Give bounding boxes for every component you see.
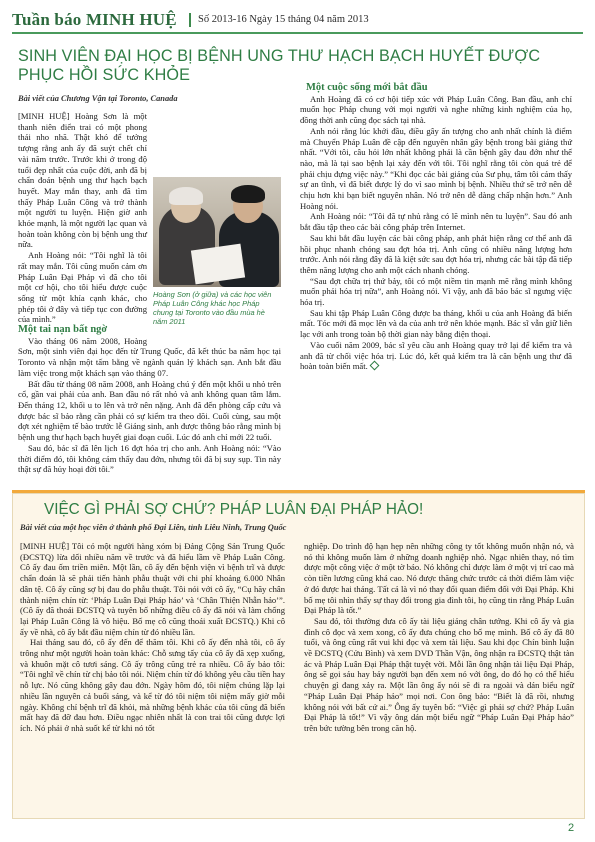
article2-right-column (304, 541, 574, 734)
paragraph: Hai tháng sau đó, cô ấy đến để thăm tôi. Khi cô ấy đến nhà tôi, cô ấy trông như một người hoàn toàn khác: Chỗ sưng tấy của cô ấy đã xẹp xuống, và khuôn mặt cô tươi sáng. Cô ấy trông cũng trẻ ra nhiều. Cô ấy bảo tôi: “Tôi nghĩ về chín từ chị bảo tôi nói. Niệm chín từ đó không yêu cầu tiền hay nỗ lực. Nó cũng không gây đau đớn. Ngày hôm đó, tôi niệm chúng lặp lại nhiều lần nguyên cả buổi sáng, và kể từ đó tôi niệm tôi niệm mấy giờ mỗi ngày. Không chỉ bệnh trĩ đã khỏi, mà những bệnh khác của tôi cũng đã biến mất hay đã đỡ đau hơn. Điều ngạc nhiên nhất là con trai tôi cũng được lợi ích. Nó phải ở nhà suốt kể từ khi nó tốt (20, 637, 285, 733)
paragraph: Sau khi bắt đầu luyện các bài công pháp, anh phát hiện rằng cơ thể anh đã hồi phục nhanh chóng sau đợt hóa trị. Anh cũng có nhiều năng lượng hơn trước. Anh nói rằng đây đã là kiệt sức sau đợt hóa trị, nhưng các bài tập đã tiếp thêm năng lượng cho anh một cách nhanh chóng. (300, 232, 572, 275)
subheading-right: Một cuộc sống mới bắt đầu (306, 82, 428, 93)
paragraph: Anh Hoàng nói: “Tôi nghĩ là tôi rất may mắn. Tôi cũng muốn cảm ơn Pháp Luân Đại Pháp vì đã cho tôi một cơ hội, cho tôi hiểu được cuộc sống từ một khía cạnh khác, cho phép tôi ở đây và tiếp tục con đường của mình.” (18, 250, 147, 325)
subheading-left: Một tai nạn bất ngờ (18, 324, 108, 336)
paragraph: Bất đầu từ tháng 08 năm 2008, anh Hoàng chú ý đến một khối u nhỏ trên cổ, gần vai phải của anh. Ban đầu nó rất nhỏ và anh không quan tâm lắm. Đến tháng 12, khối u to lên và trở nên nặng. Anh đã đến phòng cấp cứu và được bác sĩ bảo rằng cần phải có sự kiểm tra theo dõi. Cuối cùng, sau một đợt xét nghiệm tế bào trước lễ Giáng sinh, anh được thông báo rằng mình bị bệnh ung thư hạch bạch huyết giai đoạn cuối. Lúc đó anh chỉ mới 22 tuổi. (18, 378, 281, 443)
header-separator (189, 13, 191, 27)
paragraph: Sau đó, tôi thường đưa cô ấy tài liệu giảng chân tướng. Khi cô ấy và gia đình cô đọc và xem xong, cô ấy đưa chúng cho bố mẹ mình. Bố cô ấy đã 80 tuổi, và ông cũng rất vui khi đọc và xem tài liệu. Sau khi đọc Chín bình luận về ĐCSTQ (Cửu Bình) và xem DVD Thần Vận, ông nhận ra ĐCSTQ thật tàn ác và Pháp Luân Đại Pháp thật tuyệt vời. Mỗi lần ông nhận tài liệu Đại Pháp, ông sẽ gọi sáu hay bảy người bạn đến xem nó với ông, do đó họ có thể hiểu chuyện gì đang xảy ra. Một lần ông ấy nói sẽ đi ra ngoài và dán biểu ngữ “Pháp Luân Đại Pháp hảo” mọi nơi. Con ông bảo: “Biết là đã rồi, nhưng không nói với bất cứ ai.” Ông ấy tuyên bố: “Việc gì phải sợ chứ? Pháp Luân Đại Pháp là tốt!” Vì vậy ông dán một biểu ngữ “Pháp Luân Đại Pháp hảo” trên bức tường bên trong căn hộ. (304, 615, 574, 733)
article1-photo-figure (153, 177, 281, 335)
paragraph: Anh Hoàng đã có cơ hội tiếp xúc với Pháp Luân Công. Ban đầu, anh chỉ muốn học Pháp chung với mọi người và nghe những kinh nghiệm của họ, đồng thời anh cũng đọc sách tại nhà. (300, 93, 572, 126)
page-header (12, 10, 583, 32)
photo-caption: Hoàng Sơn (ở giữa) và các học viên Pháp Luân Công khác học Pháp chung tại Toronto vào đầu mùa hè năm 2011 (153, 290, 272, 326)
article2-title: VIỆC GÌ PHẢI SỢ CHỨ? PHÁP LUÂN ĐẠI PHÁP HẢO! (44, 501, 424, 518)
article1-title: SINH VIÊN ĐẠI HỌC BỊ BỆNH UNG THƯ HẠCH BẠCH HUYẾT ĐƯỢC PHỤC HỒI SỨC KHỎE (18, 47, 541, 84)
paragraph: “Sau đợt chữa trị thứ bảy, tôi có một niềm tin mạnh mẽ rằng mình không muốn phải hóa trị nữa”, anh Hoàng nói. Vì vậy, anh đã bảo bác sĩ ngưng việc hóa trị. (300, 275, 572, 308)
header-rule (12, 32, 583, 34)
paragraph: Anh nói rằng lúc khởi đầu, điều gây ấn tượng cho anh nhất chính là điểm mà Chuyển Pháp Luân đề cập đến nguyên nhân gây bệnh trong bài giảng thứ nhất. “Với tôi, câu hỏi lớn nhất không phải là cần bệnh gây đau đớn như thế nào, mà là tại sao bệnh lại xảy đến với tôi. Tôi nghĩ rằng tôi còn quá trẻ để phải chịu đựng việc này.” “Khi đọc các bài giảng của Sư phụ, tâm tôi cảm thấy sự an tĩnh, vì đã biết được lý do vì sao mình bị bệnh. Nhiều thứ sẽ trở nên dễ chịu hơn khi bạn biết nguyên nhân. Nó trở nên dễ dàng chấp nhận hơn.” Anh Hoàng nói. (300, 125, 572, 211)
article1-byline: Bài viết của Chương Vận tại Toronto, Canada (18, 94, 178, 103)
article2-byline: Bài viết của một học viên ở thành phố Đại Liên, tỉnh Liêu Ninh, Trung Quốc (20, 523, 287, 532)
paragraph: Sau đó, bác sĩ đã lên lịch 16 đợt hóa trị cho anh. Anh Hoàng nói: “Vào thời điểm đó, tôi không cảm thấy đau đớn, nhưng tôi đã bị suy sụp. Tin này thật sự đã hủy hoại đời tôi.” (18, 442, 281, 475)
paragraph: nghiệp. Do trình độ hạn hẹp nên những công ty tốt không muốn nhận nó, và nó thì không muốn làm ở những doanh nghiệp nhỏ. Ngạc nhiên thay, nó tìm được một công việc ở một tờ báo. Nó không chỉ được làm ở một vị trí cao mà còn tiền lương cũng khá cao. Nó được thăng chức trước cả thời điểm làm việc ở đó được hai tháng. Tất cả là vì nó thay đổi quan điểm đối với Đại Pháp. Khi bố mẹ tôi nhìn thấy sự thay đổi trong gia đình tôi, họ cũng tin rằng Pháp Luân Đại Pháp là tốt.” (304, 541, 574, 616)
issue-info: Số 2013-16 Ngày 15 tháng 04 năm 2013 (198, 14, 369, 25)
paragraph: [MINH HUỆ] Tôi có một người hàng xóm bị Đảng Cộng Sản Trung Quốc (ĐCSTQ) lừa dối nhiều năm về trước và đã hiểu lầm về Pháp Luân Công. Cô ấy đau ốm triền miên. Một lần, cô ấy đến bệnh viện vì bệnh trĩ và được chẩn đoán là sẽ phải tiến hành phẫu thuật với chi phí khoảng 6.000 Nhân dân tệ. Cô ấy cũng sợ bị đau do phẫu thuật. Tôi nói với cô ấy, “Cụ hãy chân thành niệm chín từ: ‘Pháp Luân Đại Pháp hảo’ và ‘Chân Thiện Nhẫn hảo’”. (Cô ấy đã thoái ĐCSTQ và tuyên bố những điều cô ấy đã nói và làm chống lại Pháp Luân Công là vô hiệu. Bố mẹ cô cũng thoái xuất ĐCSTQ.) Khi cô ấy về nhà, cô ấy bắt đầu niệm chín từ đó nhiều lần. (20, 541, 285, 637)
article2-left-column (20, 541, 285, 734)
article1-photo (153, 177, 281, 287)
paragraph: [MINH HUỆ] Hoàng Sơn là một thanh niên điển trai có một phong thái nho nhã. Thật khó để tưởng tượng rằng anh ấy đã suýt chết chỉ vài năm trước. Trước khi ở trong độ tuổi đẹp nhất của cuộc đời, anh đã bị chẩn đoán bệnh ung thư hạch bạch huyết. May mắn thay, anh đã tìm thấy Pháp Luân Công và trở thành một người tu luyện. Hiện giờ anh khỏe mạnh, là một người lạc quan và hoàn toàn không còn bị bệnh ung thư nữa. (18, 111, 147, 250)
paragraph: Anh Hoàng nói: “Tôi đã tự nhủ rằng có lẽ mình nên tu luyện”. Sau đó anh bắt đầu tập theo các bài công pháp trên Internet. (300, 211, 572, 233)
end-of-article-icon (369, 361, 379, 371)
paragraph: Vào tháng 06 năm 2008, Hoàng Sơn, một sinh viên đại học đến từ Trung Quốc, đã kết thúc ba năm học tại Toronto và nhận một tấm bằng về ngành quản lý khách sạn. Anh bắt đầu làm việc trong một khách sạn vào tháng 07. (18, 335, 281, 378)
last-paragraph: Vào cuối năm 2009, bác sĩ yêu cầu anh Hoàng quay trở lại để kiểm tra và anh đã từ chối việc hóa trị. Lúc đó, kết quả kiểm tra là căn bệnh ung thư đã hoàn toàn biến mất. (300, 339, 572, 372)
publication-title: Tuần báo MINH HUỆ (12, 10, 177, 29)
paragraph: Sau khi tập Pháp Luân Công được ba tháng, khối u của anh Hoàng đã biến mất. Tóc mới đã mọc lên và da của anh trở nên khỏe mạnh. Bác sĩ vẫn giữ liên lạc với anh trong toàn bộ thời gian này bằng điện thoại. (300, 307, 572, 340)
page-number: 2 (568, 822, 575, 834)
article1-left-column (18, 111, 281, 475)
article1-right-column (300, 83, 572, 372)
